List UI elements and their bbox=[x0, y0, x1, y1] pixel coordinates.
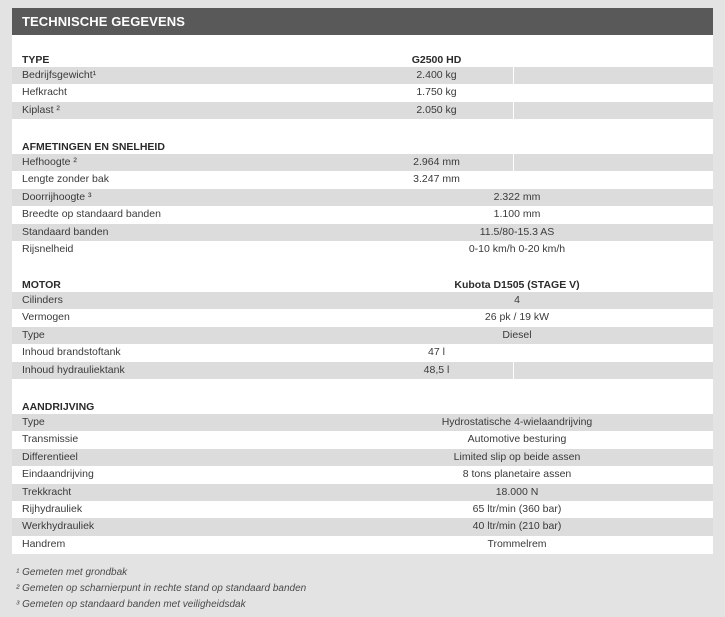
section-dimensions bbox=[12, 137, 713, 258]
table-row bbox=[12, 309, 713, 326]
row-label: Rijsnelheid bbox=[22, 242, 74, 255]
table-row bbox=[12, 362, 713, 379]
title-bar bbox=[12, 8, 713, 35]
row-value: 1.100 mm bbox=[493, 208, 541, 221]
row-value: 26 pk / 19 kW bbox=[484, 311, 550, 324]
table-row bbox=[12, 224, 713, 241]
row-label: Handrem bbox=[22, 537, 66, 550]
table-row bbox=[12, 484, 713, 501]
row-label: Vermogen bbox=[22, 311, 70, 324]
table-row bbox=[12, 206, 713, 223]
row-value: 3.247 mm bbox=[413, 173, 460, 186]
footnote: ² Gemeten op scharnierpunt in rechte stand op standaard banden bbox=[16, 583, 307, 594]
footnote: ¹ Gemeten met grondbak bbox=[16, 567, 128, 578]
footnote: ³ Gemeten op standaard banden met veiligheidsdak bbox=[16, 599, 246, 610]
row-value: 47 l bbox=[428, 346, 445, 359]
section-engine bbox=[12, 275, 713, 379]
column-divider bbox=[513, 362, 514, 379]
row-value: 0-10 km/h 0-20 km/h bbox=[468, 242, 566, 255]
row-value: 2.400 kg bbox=[416, 69, 457, 81]
model-name: G2500 HD bbox=[411, 54, 462, 66]
table-row bbox=[12, 344, 713, 361]
row-label: Kiplast ² bbox=[22, 103, 60, 116]
section-header bbox=[12, 50, 713, 67]
section-header bbox=[12, 137, 713, 154]
section-title: MOTOR bbox=[22, 279, 61, 291]
table-row bbox=[12, 241, 713, 258]
row-label: Trekkracht bbox=[22, 485, 72, 498]
row-label: Hefhoogte ² bbox=[22, 156, 77, 168]
row-value: 65 ltr/min (360 bar) bbox=[472, 502, 562, 515]
row-label: Breedte op standaard banden bbox=[22, 208, 161, 221]
row-label: Standaard banden bbox=[22, 225, 109, 238]
row-label: Inhoud hydrauliektank bbox=[22, 363, 125, 376]
section-drive bbox=[12, 397, 713, 553]
table-row bbox=[12, 292, 713, 309]
column-divider bbox=[513, 102, 514, 119]
row-value: 18.000 N bbox=[495, 485, 539, 498]
table-row bbox=[12, 67, 713, 84]
row-label: Hefkracht bbox=[22, 86, 67, 99]
section-header bbox=[12, 397, 713, 414]
row-label: Cilinders bbox=[22, 294, 63, 306]
table-row bbox=[12, 501, 713, 518]
row-value: 11.5/80-15.3 AS bbox=[479, 225, 555, 238]
row-label: Bedrijfsgewicht¹ bbox=[22, 69, 97, 81]
table-row bbox=[12, 327, 713, 344]
row-value: Limited slip op beide assen bbox=[453, 450, 581, 463]
row-value: 4 bbox=[514, 294, 520, 306]
section-type bbox=[12, 50, 713, 119]
row-value: 2.050 kg bbox=[416, 103, 457, 116]
table-row bbox=[12, 189, 713, 206]
table-row bbox=[12, 84, 713, 101]
column-divider bbox=[513, 67, 514, 84]
table-row bbox=[12, 171, 713, 188]
table-row bbox=[12, 518, 713, 535]
row-value: Hydrostatische 4-wielaandrijving bbox=[441, 416, 593, 428]
row-value: 2.322 mm bbox=[493, 190, 541, 203]
row-value: Diesel bbox=[502, 328, 532, 341]
row-value: Trommelrem bbox=[487, 537, 547, 550]
page-title: TECHNISCHE GEGEVENS bbox=[22, 14, 185, 29]
row-label: Lengte zonder bak bbox=[22, 173, 109, 186]
row-label: Doorrijhoogte ³ bbox=[22, 190, 92, 203]
row-value: 48,5 l bbox=[423, 363, 450, 376]
row-value: 1.750 kg bbox=[416, 86, 457, 99]
table-row bbox=[12, 536, 713, 553]
table-row bbox=[12, 414, 713, 431]
table-row bbox=[12, 431, 713, 448]
section-header bbox=[12, 275, 713, 292]
row-value: Automotive besturing bbox=[467, 433, 567, 446]
row-label: Type bbox=[22, 328, 45, 341]
table-row bbox=[12, 154, 713, 171]
table-row bbox=[12, 102, 713, 119]
row-label: Transmissie bbox=[22, 433, 79, 446]
section-title: AANDRIJVING bbox=[22, 401, 95, 413]
section-title: AFMETINGEN EN SNELHEID bbox=[22, 141, 165, 153]
row-value: 8 tons planetaire assen bbox=[462, 468, 572, 481]
row-value: 2.964 mm bbox=[413, 156, 460, 168]
footnotes bbox=[16, 567, 306, 615]
table-row bbox=[12, 466, 713, 483]
section-title: TYPE bbox=[22, 54, 50, 66]
row-label: Werkhydrauliek bbox=[22, 520, 95, 533]
row-value: 40 ltr/min (210 bar) bbox=[472, 520, 562, 533]
column-divider bbox=[513, 154, 514, 171]
row-label: Differentieel bbox=[22, 450, 78, 463]
row-label: Eindaandrijving bbox=[22, 468, 94, 481]
engine-model: Kubota D1505 (STAGE V) bbox=[454, 279, 580, 291]
row-label: Rijhydrauliek bbox=[22, 502, 83, 515]
table-row bbox=[12, 449, 713, 466]
specs-panel bbox=[12, 35, 713, 554]
row-label: Type bbox=[22, 416, 45, 428]
row-label: Inhoud brandstoftank bbox=[22, 346, 121, 359]
